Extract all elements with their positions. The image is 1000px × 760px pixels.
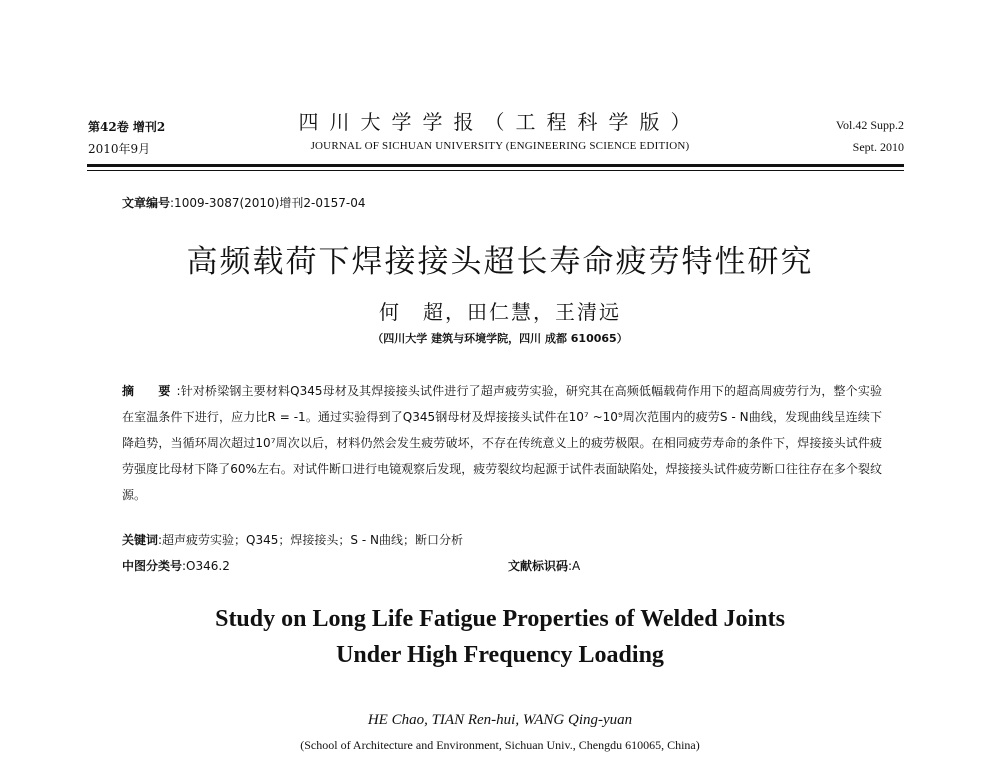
date-cn: 2010年9月 [88, 142, 151, 156]
volume-cn: 第42卷 增刊2 [88, 120, 166, 134]
article-number-value: :1009-3087(2010)增刊2-0157-04 [170, 196, 366, 210]
title-en-line2: Under High Frequency Loading [336, 642, 664, 668]
authors-cn: 何 超，田仁慧，王清远 [379, 300, 621, 324]
document-code [508, 557, 580, 574]
affiliation-en: (School of Architecture and Environment, Sichuan Univ., Chengdu 610065, China) [300, 738, 700, 752]
header-rule-thin [87, 170, 904, 171]
volume-en: Vol.42 Supp.2 [835, 118, 904, 132]
doc-code-label: 文献标识码 [508, 559, 569, 573]
affiliation-cn: （四川大学 建筑与环境学院，四川 成都 610065） [372, 332, 628, 345]
article-number [122, 194, 365, 211]
header-rule-thick [87, 164, 904, 167]
keywords-value: :超声疲劳实验；Q345；焊接接头；S - N曲线；断口分析 [158, 533, 463, 547]
title-en-line1: Study on Long Life Fatigue Properties of Welded Joints [215, 606, 785, 632]
journal-title-en: JOURNAL OF SICHUAN UNIVERSITY (ENGINEERING SCIENCE EDITION) [310, 140, 690, 152]
authors-en: HE Chao, TIAN Ren-hui, WANG Qing-yuan [367, 712, 633, 728]
clc-number [122, 557, 230, 574]
keywords-label: 关键词 [122, 533, 159, 547]
keywords [122, 531, 463, 548]
abstract [122, 378, 882, 508]
date-en: Sept. 2010 [852, 140, 904, 154]
journal-title-cn: 四川大学学报（工程科学版） [298, 110, 702, 134]
abstract-text: :针对桥梁钢主要材料Q345母材及其焊接接头试件进行了超声疲劳实验，研究其在高频低幅载荷作用下的超高周疲劳行为，整个实验在室温条件下进行，应力比R = -1。通过实验得到了Q345钢母材及焊接接头试件在10⁷ ~10⁹周次范围内的疲劳S - N曲线，发现曲线呈连续下降趋势，当循环周次超过10⁷周次以后，材料仍然会发生疲劳破坏，不存在传统意义上的疲劳极限。在相同疲劳寿命的条件下，焊接接头试件疲劳强度比母材下降了60%左右。对试件断口进行电镜观察后发现，疲劳裂纹均起源于试件表面缺陷处，焊接接头试件疲劳断口往往存在多个裂纹源。 [122, 384, 882, 502]
clc-label: 中图分类号 [122, 559, 183, 573]
article-number-label: 文章编号 [122, 196, 171, 210]
title-cn: 高频载荷下焊接接头超长寿命疲劳特性研究 [186, 244, 814, 280]
abstract-label: 摘 要 [122, 384, 177, 398]
doc-code-value: :A [568, 559, 581, 573]
clc-value: :O346.2 [182, 559, 230, 573]
